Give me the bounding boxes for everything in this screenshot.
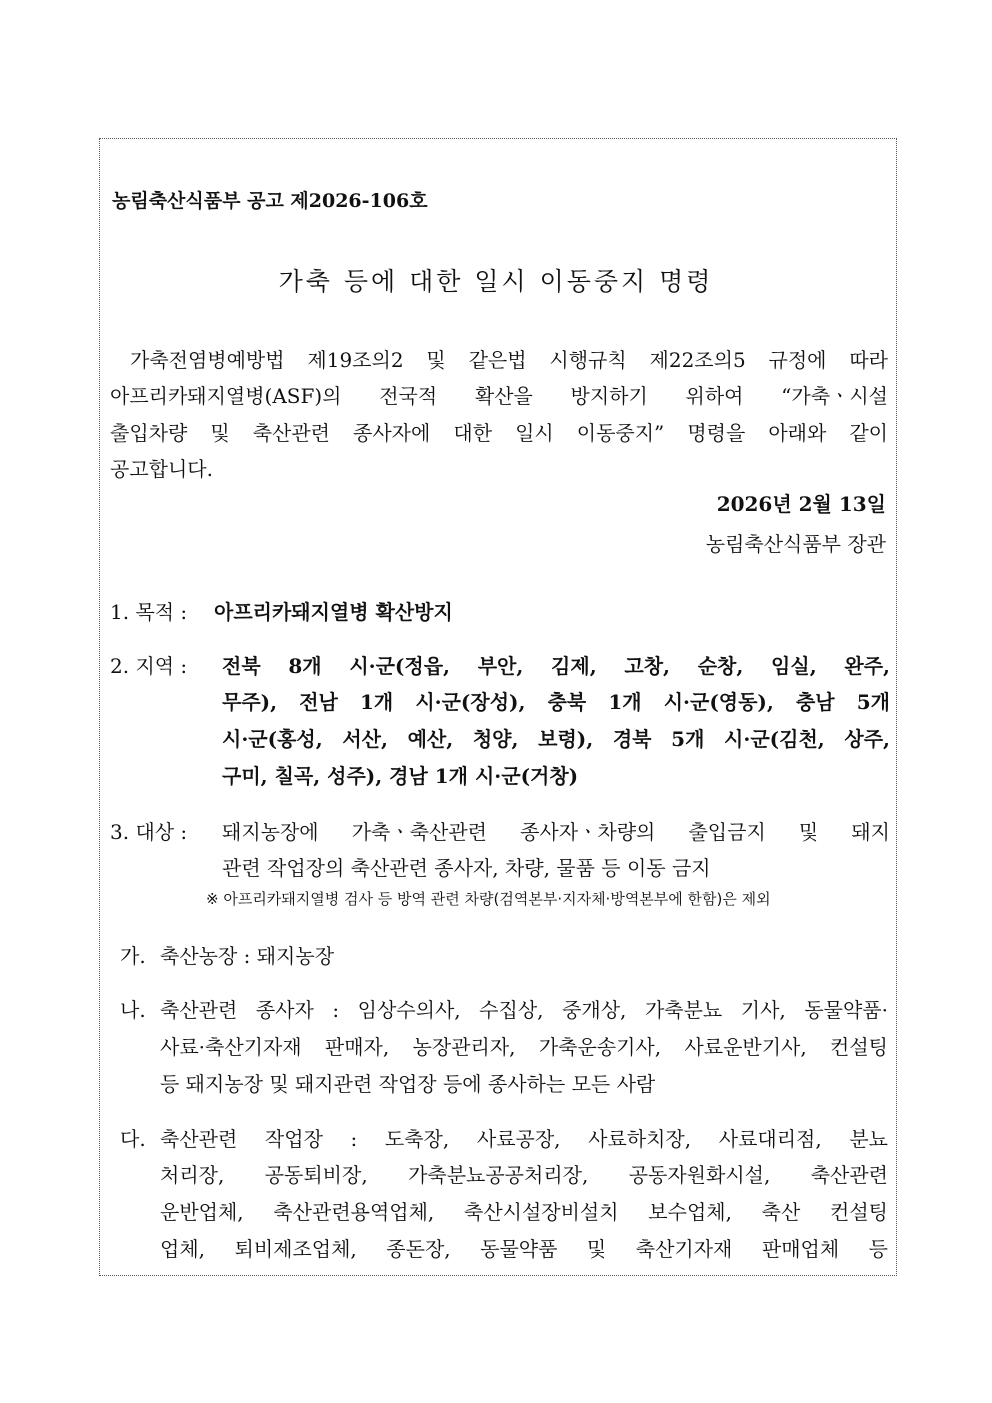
intro-line-1: 가축전염병예방법 제19조의2 및 같은법 시행규칙 제22조의5 규정에 따라 xyxy=(130,348,888,372)
intro-line-4: 공고합니다. xyxy=(110,457,213,481)
sub-item-na-line-1: 축산관련 종사자 : 임상수의사, 수집상, 중개상, 가축분뇨 기사, 동물약품· xyxy=(160,998,888,1022)
region-line-2: 무주), 전남 1개 시·군(장성), 충북 1개 시·군(영동), 충남 5개 xyxy=(222,690,890,714)
sub-item-da-line-4: 업체, 퇴비제조업체, 종돈장, 동물약품 및 축산기자재 판매업체 등 xyxy=(160,1237,888,1261)
region-line-3: 시·군(홍성, 서산, 예산, 청양, 보령), 경북 5개 시·군(김천, 상주, xyxy=(222,727,890,751)
target-note: ※ 아프리카돼지열병 검사 등 방역 관련 차량(검역본부·지자체·방역본부에 한함)은 제외 xyxy=(206,890,771,908)
purpose-text: 아프리카돼지열병 확산방지 xyxy=(214,600,453,624)
sub-item-da-line-1: 축산관련 작업장 : 도축장, 사료공장, 사료하치장, 사료대리점, 분뇨 xyxy=(160,1127,888,1151)
notice-number: 농림축산식품부 공고 제2026-106호 xyxy=(112,190,428,212)
sub-item-na-label: 나. xyxy=(120,998,146,1022)
announcement-date: 2026년 2월 13일 xyxy=(716,492,886,516)
sub-item-da-label: 다. xyxy=(120,1127,146,1151)
target-line-2: 관련 작업장의 축산관련 종사자, 차량, 물품 등 이동 금지 xyxy=(222,856,711,880)
purpose-label: 1. 목적 : xyxy=(110,600,188,624)
target-label: 3. 대상 : xyxy=(110,820,188,844)
intro-line-2: 아프리카돼지열병(ASF)의 전국적 확산을 방지하기 위하여 “가축ㆍ시설 xyxy=(110,384,888,408)
region-label: 2. 지역 : xyxy=(110,654,188,678)
sub-item-da-line-2: 처리장, 공동퇴비장, 가축분뇨공공처리장, 공동자원화시설, 축산관련 xyxy=(160,1163,888,1187)
issuer: 농림축산식품부 장관 xyxy=(705,532,886,556)
page-title: 가축 등에 대한 일시 이동중지 명령 xyxy=(278,267,714,296)
region-line-1: 전북 8개 시·군(정읍, 부안, 김제, 고창, 순창, 임실, 완주, xyxy=(222,654,890,678)
sub-item-na-line-2: 사료·축산기자재 판매자, 농장관리자, 가축운송기사, 사료운반기사, 컨설팅 xyxy=(160,1035,888,1059)
sub-item-ga-text: 축산농장 : 돼지농장 xyxy=(160,944,335,968)
sub-item-da-line-3: 운반업체, 축산관련용역업체, 축산시설장비설치 보수업체, 축산 컨설팅 xyxy=(160,1200,888,1224)
sub-item-na-line-3: 등 돼지농장 및 돼지관련 작업장 등에 종사하는 모든 사람 xyxy=(160,1072,656,1096)
region-line-4: 구미, 칠곡, 성주), 경남 1개 시·군(거창) xyxy=(222,764,579,788)
target-line-1: 돼지농장에 가축ㆍ축산관련 종사자ㆍ차량의 출입금지 및 돼지 xyxy=(222,820,890,844)
intro-line-3: 출입차량 및 축산관련 종사자에 대한 일시 이동중지” 명령을 아래와 같이 xyxy=(110,421,888,445)
sub-item-ga-label: 가. xyxy=(120,944,146,968)
